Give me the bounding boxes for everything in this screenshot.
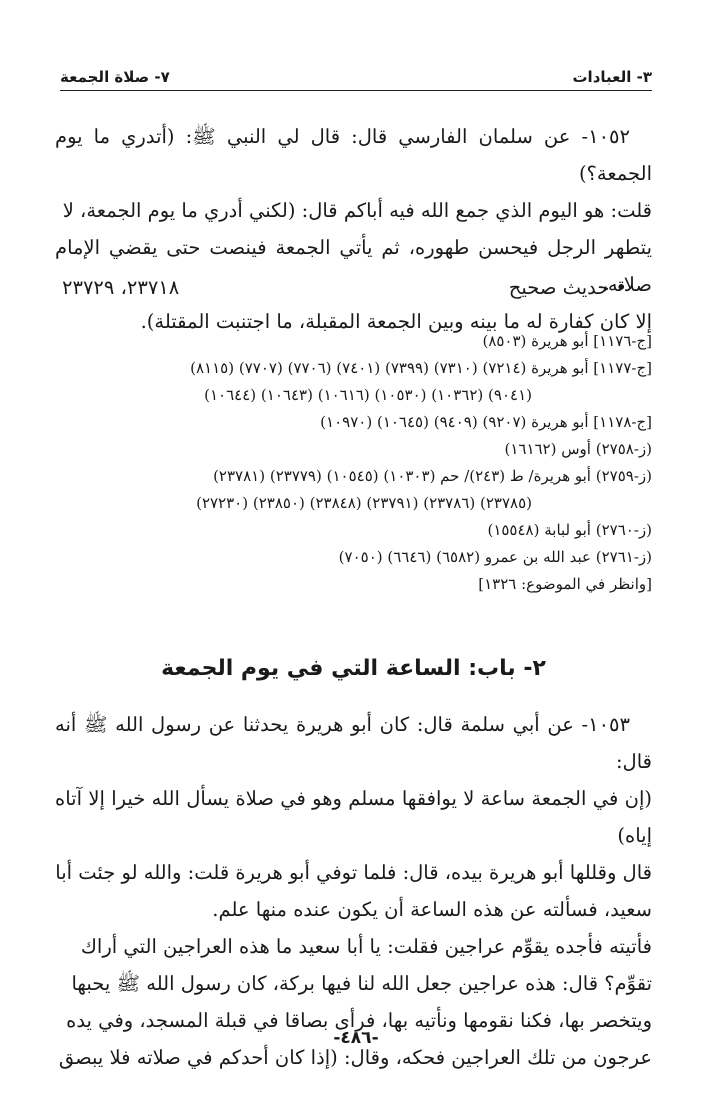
hadith-line: يتطهر الرجل فيحسن طهوره، ثم يأتي الجمعة فينصت حتى يقضي الإمام صلاته،	[55, 236, 652, 296]
reference-line: (ز-٢٧٥٨) أوس (١٦١٦٢)	[504, 440, 652, 458]
reference-line: (ز-٢٧٦٠) أبو لبابة (١٥٥٤٨)	[487, 521, 652, 539]
reference-line: (ز-٢٧٦١) عبد الله بن عمرو (٦٥٨٢) (٦٦٤٦) (٧٠٥٠)	[338, 548, 652, 566]
hadith-grade: • حديث صحيح	[509, 276, 627, 299]
hadith-grade-row	[62, 276, 627, 299]
page-number: -٤٨٦-	[333, 1028, 379, 1048]
hadith-line: إلا كان كفارة له ما بينه وبين الجمعة المقبلة، ما اجتنبت المقتلة).	[140, 310, 652, 333]
chapter-title: ٢- باب: الساعة التي في يوم الجمعة	[161, 656, 546, 681]
hadith-line: ١٠٥٢- عن سلمان الفارسي قال: قال لي النبي ﷺ: (أتدري ما يوم الجمعة؟)	[55, 125, 652, 185]
cross-references	[55, 328, 652, 598]
reference-line: [وانظر في الموضوع: ١٣٢٦]	[478, 575, 652, 593]
reference-line: (ز-٢٧٥٩) أبو هريرة/ ط (٢٤٣)/ حم (١٠٣٠٣) (١٠٥٤٥) (٢٣٧٧٩) (٢٣٧٨١)	[213, 467, 652, 485]
reference-line: (٩٠٤١) (١٠٣٦٢) (١٠٥٣٠) (١٠٦١٦) (١٠٦٤٣) (١٠٦٤٤)	[204, 386, 532, 404]
hadith-line: سعيد، فسألته عن هذه الساعة أن يكون عنده منها علم.	[212, 898, 652, 921]
hadith-1053	[55, 706, 652, 1076]
reference-line: [ج-١١٧٧] أبو هريرة (٧٢١٤) (٧٣١٠) (٧٣٩٩) (٧٤٠١) (٧٧٠٦) (٧٧٠٧) (٨١١٥)	[190, 359, 652, 377]
hadith-line: قال وقللها أبو هريرة بيده، قال: فلما توفي أبو هريرة قلت: والله لو جئت أبا	[55, 861, 652, 884]
header-chapter: ٧- صلاة الجمعة	[60, 68, 170, 86]
hadith-line: (إن في الجمعة ساعة لا يوافقها مسلم وهو في صلاة يسأل الله خيرا إلا آتاه إياه)	[55, 787, 652, 847]
reference-line: (٢٣٧٨٥) (٢٣٧٨٦) (٢٣٧٩١) (٢٣٨٤٨) (٢٣٨٥٠) (٢٧٢٣٠)	[196, 494, 532, 512]
reference-line: [ج-١١٧٦] أبو هريرة (٨٥٠٣)	[482, 332, 652, 350]
hadith-line: ويتخصر بها، فكنا نقومها ونأتيه بها، فرأى بصاقا في قبلة المسجد، وفي يده	[66, 1009, 652, 1032]
hadith-line: تقوِّم؟ قال: هذه عراجين جعل الله لنا فيها بركة، كان رسول الله ﷺ يحبها	[71, 972, 652, 995]
hadith-1052	[55, 118, 652, 340]
hadith-grade-refs: ٢٣٧١٨، ٢٣٧٢٩	[62, 276, 180, 299]
hadith-line: عرجون من تلك العراجين فحكه، وقال: (إذا كان أحدكم في صلاته فلا يبصق	[58, 1046, 652, 1069]
header-book-section: ٣- العبادات	[572, 68, 652, 86]
hadith-line: فأتيته فأجده يقوِّم عراجين فقلت: يا أبا سعيد ما هذه العراجين التي أراك	[80, 935, 652, 958]
hadith-line: قلت: هو اليوم الذي جمع الله فيه أباكم قال: (لكني أدري ما يوم الجمعة، لا	[62, 199, 652, 222]
hadith-line: ١٠٥٣- عن أبي سلمة قال: كان أبو هريرة يحدثنا عن رسول الله ﷺ أنه قال:	[55, 713, 652, 773]
running-header	[60, 58, 652, 91]
reference-line: [ج-١١٧٨] أبو هريرة (٩٢٠٧) (٩٤٠٩) (١٠٦٤٥) (١٠٩٧٠)	[320, 413, 652, 431]
